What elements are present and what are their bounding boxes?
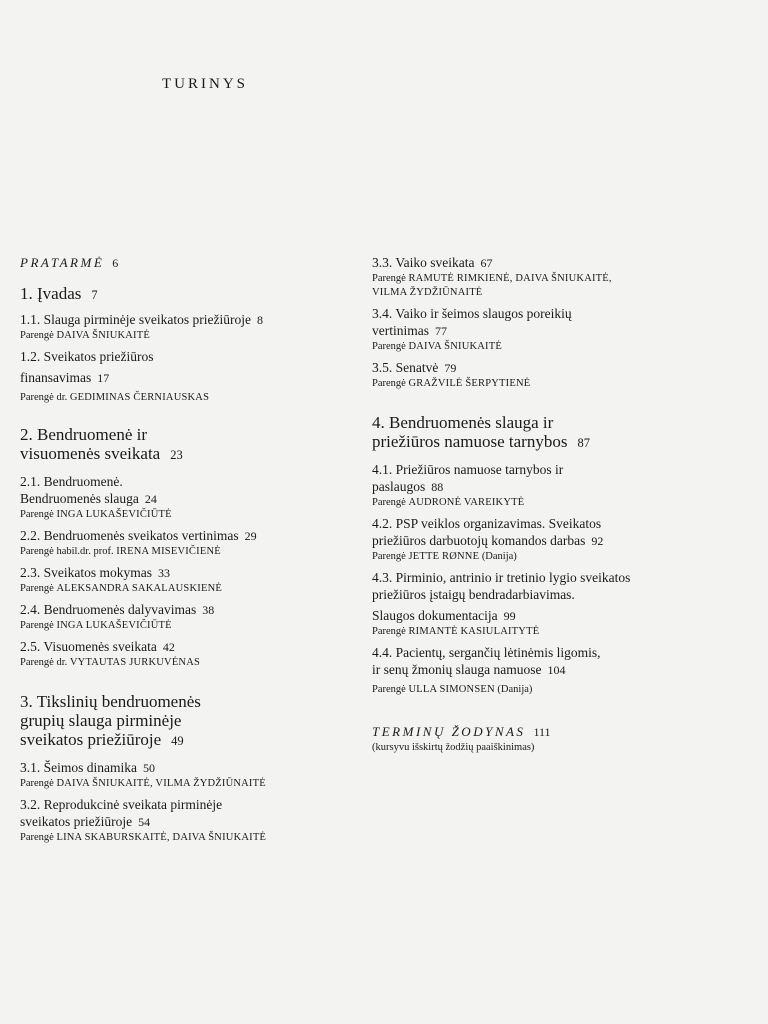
chapter-title-cont: priežiūros namuose tarnybos (372, 432, 568, 451)
prepared-by-label: Parengė habil.dr. prof. (20, 546, 114, 557)
section-title-cont: Bendruomenės slauga (20, 491, 139, 506)
toc-section-4-1[interactable] (372, 461, 712, 510)
toc-section-4-3[interactable] (372, 569, 712, 639)
author-name: JETTE RØNNE (408, 551, 480, 562)
glossary-label: TERMINŲ ŽODYNAS (372, 724, 526, 739)
section-title: 4.2. PSP veiklos organizavimas. Sveikatos (372, 516, 602, 531)
toc-section-4-4[interactable] (372, 644, 712, 697)
section-title: 2.2. Bendruomenės sveikatos vertinimas (20, 528, 239, 543)
toc-left-column (20, 254, 345, 850)
toc-section-2-5[interactable] (20, 638, 345, 670)
page-number: 111 (533, 725, 551, 739)
author-name: DAIVA ŠNIUKAITĖ (408, 341, 502, 352)
prepared-by-label: Parengė (372, 497, 406, 508)
section-title-cont: priežiūros įstaigų bendradarbiavimas. (372, 587, 575, 602)
chapter-title: 3. Tikslinių bendruomenės (20, 692, 201, 711)
pratarme-label: PRATARMĖ (20, 255, 105, 270)
author-country: (Danija) (497, 684, 533, 695)
chapter-title: 1. Įvadas (20, 284, 82, 303)
prepared-by-label: Parengė (372, 378, 406, 389)
section-title-cont: sveikatos priežiūroje (20, 814, 133, 829)
author-name: RAMUTĖ RIMKIENĖ, DAIVA ŠNIUKAITĖ, (408, 273, 612, 284)
section-title: 1.1. Slauga pirminėje sveikatos priežiūroje (20, 312, 251, 327)
prepared-by-label: Parengė (372, 626, 406, 637)
section-title-cont: finansavimas (20, 370, 92, 385)
author-name: INGA LUKAŠEVIČIŪTĖ (56, 620, 172, 631)
author-name: ALEKSANDRA SAKALAUSKIENĖ (56, 583, 222, 594)
section-title: 2.5. Visuomenės sveikata (20, 639, 157, 654)
toc-chapter-4[interactable] (372, 413, 712, 453)
page-number: 88 (431, 480, 444, 494)
toc-section-3-2[interactable] (20, 796, 345, 845)
section-title-cont: Slaugos dokumentacija (372, 608, 498, 623)
page-title: TURINYS (162, 76, 249, 92)
page-number: 50 (143, 761, 155, 775)
section-title-cont: paslaugos (372, 479, 426, 494)
toc-section-1-1[interactable] (20, 311, 345, 343)
section-title: 4.4. Pacientų, sergančių lėtinėmis ligomis, (372, 645, 601, 660)
toc-entry-glossary[interactable] (372, 723, 712, 754)
page-number: 8 (256, 313, 263, 327)
author-name: DAIVA ŠNIUKAITĖ, VILMA ŽYDŽIŪNAITĖ (56, 778, 266, 789)
page-number: 7 (91, 288, 98, 302)
toc-section-3-4[interactable] (372, 305, 712, 354)
author-name: GRAŽVILĖ ŠERPYTIENĖ (408, 378, 531, 389)
page-number: 24 (144, 492, 157, 506)
prepared-by-label: Parengė (20, 832, 54, 843)
page-number: 23 (170, 448, 183, 462)
prepared-by-label: Parengė (20, 778, 54, 789)
page-number: 33 (158, 566, 170, 580)
page-number: 104 (547, 663, 566, 677)
page-number: 38 (202, 603, 215, 617)
toc-entry-pratarme[interactable] (20, 254, 345, 272)
toc-section-2-1[interactable] (20, 473, 345, 522)
chapter-title-cont: visuomenės sveikata (20, 444, 161, 463)
prepared-by-label: Parengė dr. (20, 657, 68, 668)
author-name: VYTAUTAS JURKUVĖNAS (69, 657, 201, 668)
author-name: RIMANTĖ KASIULAITYTĖ (408, 626, 540, 637)
page-number: 54 (138, 815, 151, 829)
chapter-title: 4. Bendruomenės slauga ir (372, 413, 554, 432)
author-name-cont: VILMA ŽYDŽIŪNAITĖ (372, 287, 483, 298)
section-title-cont: vertinimas (372, 323, 429, 338)
chapter-title: 2. Bendruomenė ir (20, 425, 147, 444)
section-title-cont: ir senų žmonių slauga namuose (372, 662, 542, 677)
toc-section-3-1[interactable] (20, 759, 345, 791)
toc-section-4-2[interactable] (372, 515, 712, 564)
author-name: INGA LUKAŠEVIČIŪTĖ (56, 509, 172, 520)
author-name: AUDRONĖ VAREIKYTĖ (408, 497, 525, 508)
author-name: LINA SKABURSKAITĖ, DAIVA ŠNIUKAITĖ (56, 832, 267, 843)
chapter-title-cont: grupių slauga pirminėje (20, 711, 182, 730)
page-number: 67 (480, 256, 493, 270)
author-name: ULLA SIMONSEN (408, 684, 495, 695)
page-number: 92 (591, 534, 604, 548)
section-title: 1.2. Sveikatos priežiūros (20, 349, 154, 364)
page-number: 42 (162, 640, 175, 654)
section-title-cont: priežiūros darbuotojų komandos darbas (372, 533, 586, 548)
author-name: GEDIMINAS ČERNIAUSKAS (69, 392, 210, 403)
prepared-by-label: Parengė (20, 620, 54, 631)
glossary-note: (kursyvu išskirtų žodžių paaiškinimas) (372, 742, 535, 753)
page-number: 17 (97, 371, 110, 385)
page-number: 77 (435, 324, 447, 338)
chapter-title-cont: sveikatos priežiūroje (20, 730, 162, 749)
toc-chapter-1[interactable] (20, 284, 345, 305)
toc-section-2-3[interactable] (20, 564, 345, 596)
page-number: 49 (171, 734, 184, 748)
toc-section-1-2[interactable] (20, 348, 345, 405)
author-country: (Danija) (481, 551, 517, 562)
toc-section-3-3[interactable] (372, 254, 712, 300)
toc-chapter-2[interactable] (20, 425, 345, 465)
section-title: 3.1. Šeimos dinamika (20, 760, 137, 775)
section-title: 4.1. Priežiūros namuose tarnybos ir (372, 462, 564, 477)
prepared-by-label: Parengė (372, 551, 406, 562)
prepared-by-label: Parengė dr. (20, 392, 68, 403)
author-name: IRENA MISEVIČIENĖ (116, 546, 221, 557)
toc-section-2-4[interactable] (20, 601, 345, 633)
prepared-by-label: Parengė (20, 509, 54, 520)
page-number: 87 (577, 436, 590, 450)
page-number: 6 (112, 256, 119, 270)
page-number: 79 (444, 361, 457, 375)
section-title: 2.1. Bendruomenė. (20, 474, 123, 489)
toc-section-3-5[interactable] (372, 359, 712, 391)
page-number: 99 (503, 609, 516, 623)
page-number: 29 (244, 529, 257, 543)
author-name: DAIVA ŠNIUKAITĖ (56, 330, 150, 341)
prepared-by-label: Parengė (20, 330, 54, 341)
prepared-by-label: Parengė (20, 583, 54, 594)
prepared-by-label: Parengė (372, 273, 406, 284)
section-title: 2.3. Sveikatos mokymas (20, 565, 152, 580)
prepared-by-label: Parengė (372, 341, 406, 352)
section-title: 2.4. Bendruomenės dalyvavimas (20, 602, 197, 617)
toc-right-column (372, 254, 712, 754)
section-title: 3.2. Reprodukcinė sveikata pirminėje (20, 797, 223, 812)
toc-section-2-2[interactable] (20, 527, 345, 559)
section-title: 3.5. Senatvė (372, 360, 439, 375)
toc-chapter-3[interactable] (20, 692, 345, 751)
section-title: 3.4. Vaiko ir šeimos slaugos poreikių (372, 306, 572, 321)
section-title: 3.3. Vaiko sveikata (372, 255, 475, 270)
section-title: 4.3. Pirminio, antrinio ir tretinio lygio sveikatos (372, 570, 631, 585)
prepared-by-label: Parengė (372, 684, 406, 695)
